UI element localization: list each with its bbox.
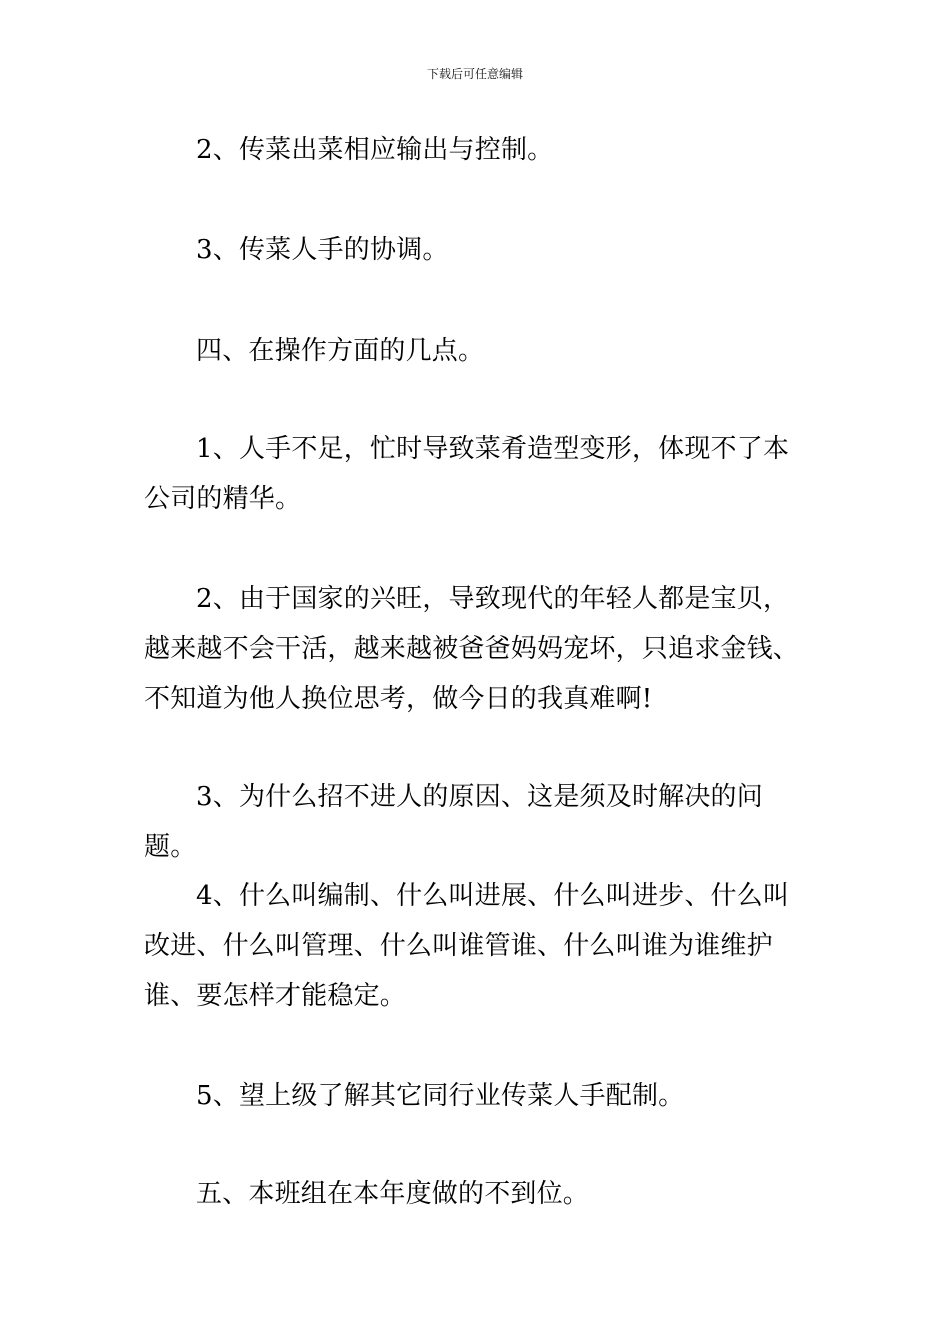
paragraph-3: 四、在操作方面的几点。 [196, 336, 485, 366]
page-header-note: 下载后可任意编辑 [426, 67, 523, 81]
paragraph-4: 1、人手不足，忙时导致菜肴造型变形，体现不了本公司的精华。 [144, 434, 790, 514]
paragraph-9: 五、本班组在本年度做的不到位。 [196, 1179, 590, 1209]
paragraph-5: 2、由于国家的兴旺，导致现代的年轻人都是宝贝，越来越不会干活，越来越被爸爸妈妈宠坏，只追求金钱、不知道为他人换位思考，做今日的我真难啊! [144, 584, 800, 714]
paragraph-7: 4、什么叫编制、什么叫进展、什么叫进步、什么叫改进、什么叫管理、什么叫谁管谁、什么叫谁为谁维护谁、要怎样才能稳定。 [144, 881, 790, 1011]
paragraph-1: 2、传菜出菜相应输出与控制。 [196, 135, 554, 165]
paragraph-6: 3、为什么招不进人的原因、这是须及时解决的问题。 [144, 782, 763, 862]
paragraph-2: 3、传菜人手的协调。 [196, 235, 449, 265]
paragraph-8: 5、望上级了解其它同行业传菜人手配制。 [196, 1081, 685, 1111]
